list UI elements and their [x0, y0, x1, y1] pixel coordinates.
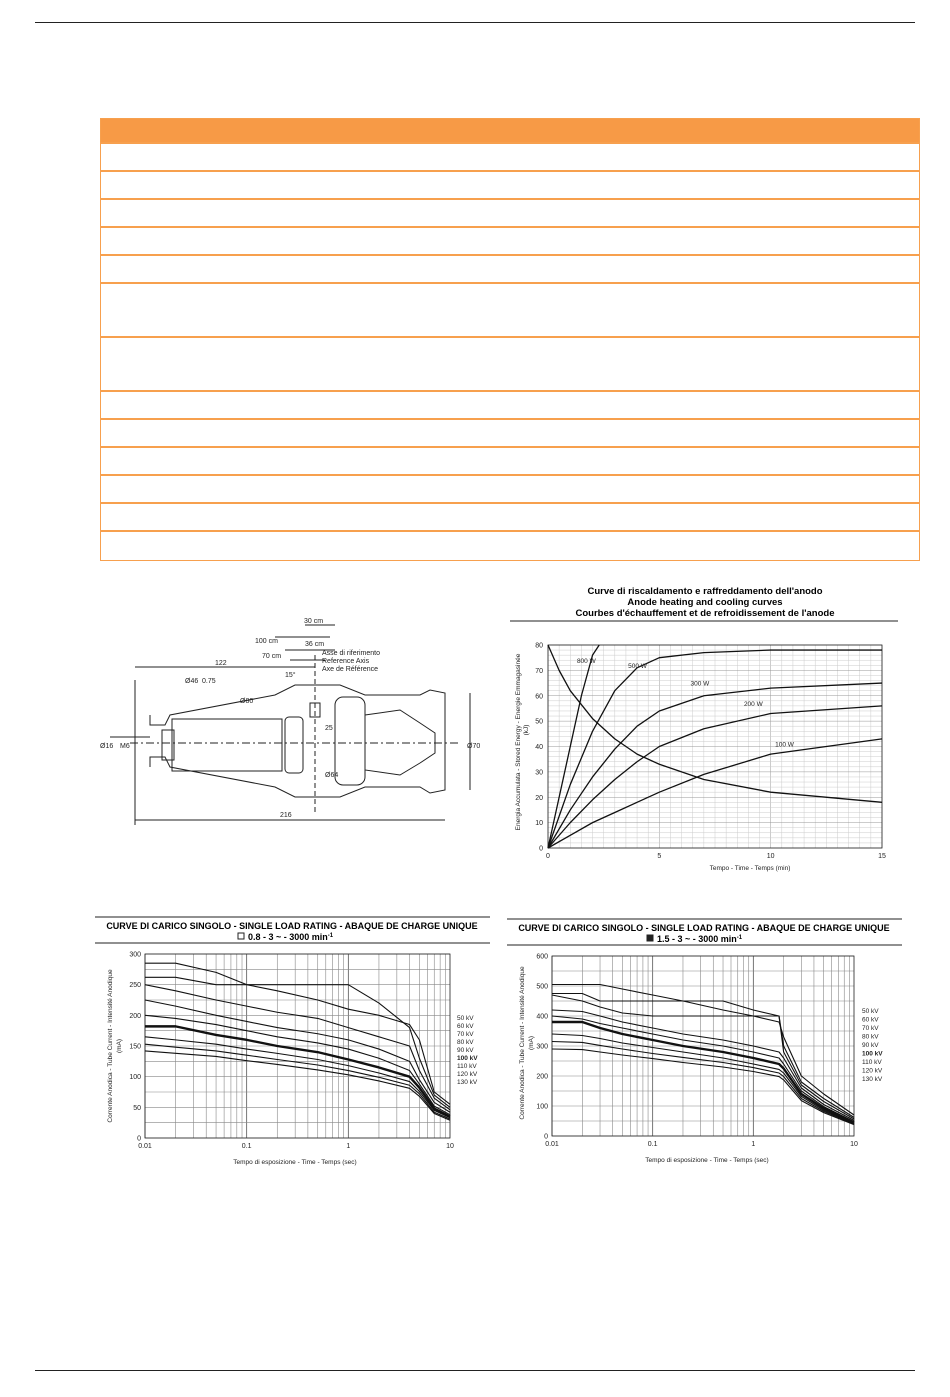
y-tick-label: 150	[129, 1043, 141, 1051]
load-left-xlabel: Tempo di esposizione - Time - Temps (sec)	[233, 1159, 357, 1166]
y-tick-label: 250	[129, 982, 141, 990]
y-tick-label: 20	[535, 794, 543, 802]
kv-label: 120 kV	[862, 1067, 883, 1075]
y-tick-label: 40	[535, 744, 543, 751]
y-tick-label: 600	[536, 953, 548, 961]
label-axis-fr: Axe de Référence	[322, 666, 379, 673]
label-15deg: 15°	[285, 672, 296, 679]
x-tick-label: 0	[546, 853, 550, 860]
y-tick-label: 0	[544, 1133, 548, 1141]
label-m6: M6	[120, 743, 130, 750]
kv-label: 110 kV	[862, 1059, 882, 1066]
kv-label: 100 kV	[457, 1055, 478, 1062]
y-tick-label: 10	[535, 820, 543, 828]
kv-label: 60 kV	[862, 1016, 879, 1024]
kv-label: 50 kV	[457, 1015, 474, 1022]
load-left-marker-icon	[238, 933, 244, 939]
y-tick-label: 300	[536, 1043, 548, 1051]
anode-housing	[335, 697, 365, 785]
heating-xlabel: Tempo - Time - Temps (min)	[709, 865, 791, 872]
load-right-ylabel: Corrente Anodica - Tube Current - Intensité Anodique	[519, 966, 526, 1120]
load-left-title: CURVE DI CARICO SINGOLO - SINGLE LOAD RATING - ABAQUE DE CHARGE UNIQUE	[106, 921, 478, 931]
label-d46: Ø46	[185, 678, 199, 685]
kv-label: 50 kV	[862, 1008, 879, 1015]
table-row	[101, 170, 919, 198]
heating-title-fr: Courbes d'échauffement et de refroidissement de l'anode	[575, 608, 835, 619]
load-right-marker-icon	[647, 935, 653, 941]
load-left-svg	[95, 916, 490, 1171]
stator-body	[172, 719, 282, 771]
table-row	[101, 336, 919, 390]
kv-curve	[145, 985, 450, 1110]
label-d70: Ø70	[467, 743, 481, 750]
kv-curve	[552, 1042, 854, 1125]
kv-label: 130 kV	[862, 1076, 883, 1083]
kv-label: 130 kV	[457, 1079, 478, 1086]
label-d80: Ø80	[240, 698, 254, 705]
load-left-ylabel: Corrente Anodica - Tube Current - Intensité Anodique	[107, 969, 114, 1123]
y-tick-label: 60	[535, 693, 543, 701]
table-row	[101, 418, 919, 446]
kv-label: 100 kV	[862, 1050, 883, 1058]
load-chart-left	[95, 916, 490, 1171]
kv-label: 70 kV	[457, 1031, 474, 1038]
table-row	[101, 198, 919, 226]
heating-title-it: Curve di riscaldamento e raffreddamento dell'anodo	[587, 586, 823, 597]
y-tick-label: 500	[536, 983, 548, 991]
y-tick-label: 100	[129, 1074, 141, 1082]
x-tick-label: 10	[446, 1143, 454, 1150]
kv-label: 70 kV	[862, 1025, 879, 1032]
heating-chart-svg	[510, 580, 900, 880]
spec-table-header	[101, 119, 919, 142]
load-right-svg	[507, 918, 902, 1173]
y-tick-label: 200	[129, 1012, 141, 1020]
x-tick-label: 1	[346, 1143, 351, 1150]
kv-label: 60 kV	[457, 1023, 474, 1030]
table-row	[101, 502, 919, 530]
label-axis-en: Reference Axis	[322, 658, 370, 665]
load-left-subtitle: 0.8 - 3 ~ - 3000 $\min^{-1}$	[248, 932, 334, 942]
kv-curve	[145, 1044, 450, 1119]
kv-curve	[145, 977, 450, 1107]
load-right-xlabel: Tempo di esposizione - Time - Temps (sec)	[645, 1157, 769, 1164]
load-right-subtitle: 1.5 - 3 ~ - 3000 $\min^{-1}$	[657, 934, 743, 944]
table-row	[101, 142, 919, 170]
y-tick-label: 50	[535, 718, 543, 726]
kv-label: 80 kV	[457, 1039, 474, 1046]
rotor-flange	[285, 717, 303, 773]
label-d16: Ø16	[100, 743, 114, 750]
label-d64: Ø64	[325, 772, 339, 779]
x-tick-label: 0.01	[545, 1141, 559, 1148]
label-36cm: 36 cm	[305, 641, 325, 648]
heating-yunit: (kJ)	[523, 724, 530, 736]
series-label: 300 W	[690, 680, 710, 688]
table-row	[101, 446, 919, 474]
y-tick-label: 50	[133, 1104, 141, 1112]
tube-drawing	[90, 615, 510, 830]
y-tick-label: 400	[536, 1013, 548, 1021]
y-tick-label: 30	[535, 769, 543, 777]
table-row	[101, 390, 919, 418]
label-30cm: 30 cm	[304, 618, 324, 625]
load-left-yunit: (mA)	[116, 1038, 123, 1054]
x-tick-label: 0.1	[241, 1143, 252, 1150]
x-tick-label: 1	[751, 1141, 756, 1148]
table-row	[101, 282, 919, 336]
load-chart-right	[507, 918, 902, 1173]
bottom-rule	[35, 1370, 915, 1371]
kv-curve	[552, 1034, 854, 1123]
x-tick-label: 15	[878, 853, 886, 860]
table-row	[101, 530, 919, 560]
kv-label: 90 kV	[457, 1047, 474, 1054]
table-row	[101, 474, 919, 502]
load-right-yunit: (mA)	[528, 1035, 535, 1051]
label-70cm: 70 cm	[262, 653, 282, 660]
x-tick-label: 10	[850, 1141, 858, 1148]
load-right-title: CURVE DI CARICO SINGOLO - SINGLE LOAD RATING - ABAQUE DE CHARGE UNIQUE	[518, 923, 890, 933]
label-216: 216	[280, 812, 292, 819]
heating-ylabel: Energia Accumulata - Stored Energy - Energie Emmagasinée	[515, 653, 522, 831]
x-tick-label: 10	[766, 853, 775, 860]
x-tick-label: 0.01	[138, 1143, 152, 1150]
kv-label: 80 kV	[862, 1033, 879, 1041]
series-label: 800 W	[576, 657, 596, 665]
x-tick-label: 5	[657, 853, 662, 860]
y-tick-label: 100	[536, 1103, 548, 1111]
kv-label: 120 kV	[457, 1071, 478, 1078]
table-row	[101, 226, 919, 254]
y-tick-label: 300	[129, 951, 141, 959]
kv-label: 90 kV	[862, 1042, 879, 1049]
tube-drawing-svg	[90, 615, 510, 830]
kv-label: 110 kV	[457, 1063, 477, 1070]
y-tick-label: 80	[535, 642, 543, 650]
tube-envelope	[150, 685, 445, 797]
y-tick-label: 0	[539, 845, 543, 853]
heating-title-en: Anode heating and cooling curves	[627, 597, 783, 608]
y-tick-label: 0	[137, 1135, 141, 1143]
series-label: 500 W	[628, 662, 647, 670]
label-122: 122	[215, 660, 227, 667]
heating-cooling-chart	[510, 580, 900, 880]
label-d46-tol: 0.75	[202, 678, 216, 685]
series-label: 200 W	[743, 700, 763, 708]
y-tick-label: 70	[535, 667, 543, 675]
top-rule	[35, 22, 915, 23]
label-25: 25	[325, 725, 333, 732]
label-100cm: 100 cm	[255, 638, 278, 645]
x-tick-label: 0.1	[647, 1141, 658, 1148]
spec-table	[100, 118, 920, 561]
label-axis-it: Asse di riferimento	[322, 650, 380, 657]
table-row	[101, 254, 919, 282]
y-tick-label: 200	[536, 1073, 548, 1081]
series-label: 100 W	[775, 741, 794, 749]
